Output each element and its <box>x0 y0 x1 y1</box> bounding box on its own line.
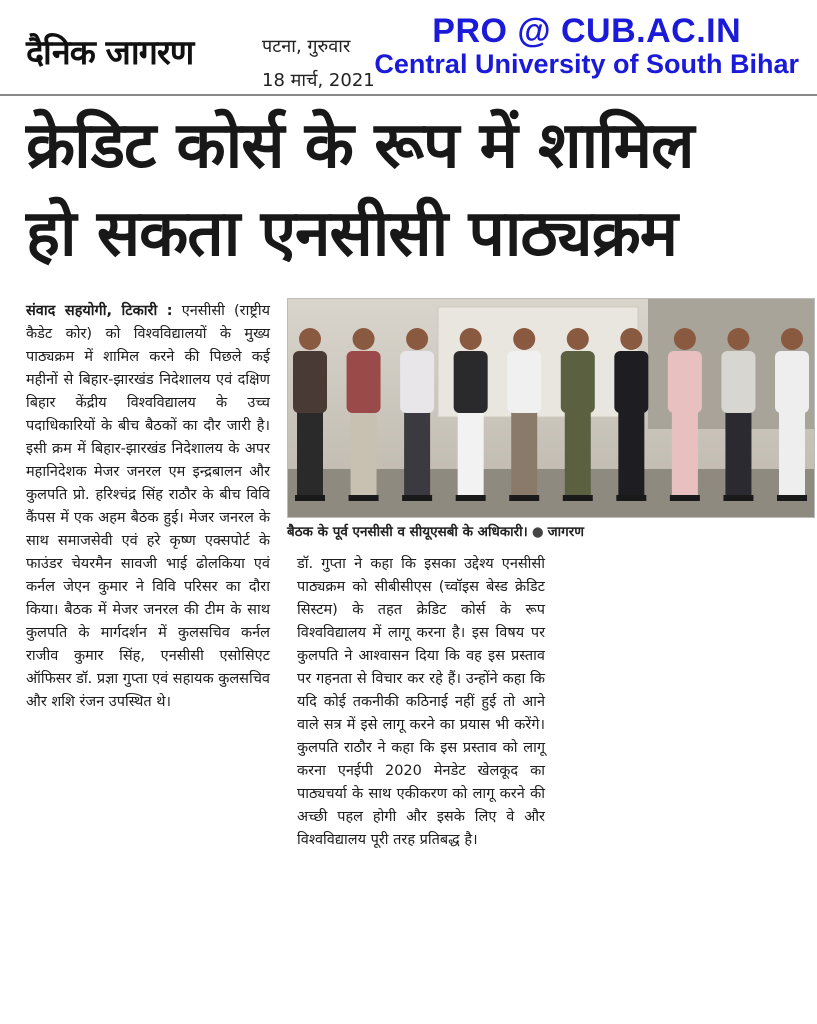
person-head <box>299 328 321 350</box>
person-torso <box>561 351 595 413</box>
person-head <box>567 328 589 350</box>
person-torso <box>400 351 434 413</box>
person-figure <box>721 328 755 501</box>
caption-bullet-icon: ● <box>531 524 544 540</box>
pro-email: PRO @ CUB.AC.IN <box>432 12 742 50</box>
person-legs <box>565 411 591 497</box>
photo-illustration <box>288 299 814 517</box>
person-legs <box>351 411 377 497</box>
person-head <box>727 328 749 350</box>
photo-caption: बैठक के पूर्व एनसीसी व सीयूएसबी के अधिकारी। <box>287 524 528 540</box>
person-torso <box>721 351 755 413</box>
byline: संवाद सहयोगी, टिकारी : <box>26 303 173 319</box>
person-shoes <box>295 495 325 501</box>
person-legs <box>779 411 805 497</box>
person-legs <box>458 411 484 497</box>
person-figure <box>400 328 434 501</box>
person-shoes <box>563 495 593 501</box>
person-torso <box>293 351 327 413</box>
photo-credit: जागरण <box>547 524 584 540</box>
headline-line-1: क्रेडिट कोर्स के रूप में शामिल <box>26 109 694 183</box>
person-shoes <box>616 495 646 501</box>
person-legs <box>404 411 430 497</box>
person-figure <box>293 328 327 501</box>
news-photo <box>287 298 815 518</box>
column-1-text: एनसीसी (राष्ट्रीय कैडेट कोर) को विश्वविद्यालयों के मुख्य पाठ्यक्रम में शामिल करने की पिछले कई महीनों से बिहार-झारखंड निदेशालय एवं दक्षिण बिहार केंद्रीय विश्वविद्यालय के उच्च पदाधिकारियों के बीच बैठकों का दौर जारी है। इसी क्रम में बिहार-झारखंड निदेशालय के अपर महानिदेशक मेजर जनरल एम इन्द्रबालन और कुलपति प्रो. हरिश्चंद्र सिंह राठौर के बीच विवि कैंपस में एक अहम बैठक हुई। मेजर जनरल के साथ समाजसेवी एवं हरे कृष्ण एक्सपोर्ट के फाउंडर चेयरमैन सावजी भाई ढोलकिया एवं कर्नल जेएन कुमार ने विवि परिसर का दौरा किया। बैठक में मेजर जनरल की टीम के साथ कुलपति के मार्गदर्शन में कुलसचिव कर्नल राजीव कुमार सिंह, एनसीसी एसोसिएट ऑफिसर डॉ. प्रज्ञा गुप्ता एवं सहायक कुलसचिव और शशि रंजन उपस्थित थे। <box>26 303 270 710</box>
person-legs <box>672 411 698 497</box>
masthead-logo: दैनिक जागरण <box>26 33 194 73</box>
city-day: पटना, गुरुवार <box>262 36 351 57</box>
person-torso <box>347 351 381 413</box>
person-shoes <box>670 495 700 501</box>
person-legs <box>297 411 323 497</box>
person-figure <box>454 328 488 501</box>
article-column-2 <box>297 553 545 852</box>
person-head <box>406 328 428 350</box>
person-shoes <box>402 495 432 501</box>
column-2-text: डॉ. गुप्ता ने कहा कि इसका उद्देश्य एनसीसी पाठ्यक्रम को सीबीसीएस (च्वॉइस बेस्ड क्रेडिट सिस्टम) के तहत क्रेडिट कोर्स के रूप विश्वविद्यालय में लागू करना है। इस विषय पर कुलपति ने आश्वासन दिया कि वह इस प्रस्ताव पर गहनता से विचार कर रहे हैं। उन्होंने कहा कि यदि कोई तकनीकी कठिनाई नहीं हुई तो आने वाले सत्र में इसे लागू करने का प्रयास भी करेंगे। कुलपति राठौर ने कहा कि इस प्रस्ताव को लागू करना एनईपी 2020 मेनडेट खेलकूद का पाठ्यचर्या के साथ एकीकरण को लागू करने की अच्छी पहल होगी और इसके लिए वे और विश्वविद्यालय पूरी तरह प्रतिबद्ध है। <box>297 556 545 848</box>
header-divider <box>0 94 817 96</box>
person-figure <box>775 328 809 501</box>
institution-name: Central University of South Bihar <box>374 49 799 79</box>
person-head <box>674 328 696 350</box>
person-torso <box>775 351 809 413</box>
publication-date: 18 मार्च, 2021 <box>262 70 375 91</box>
pro-watermark <box>374 12 799 80</box>
headline-line-2: हो सकता एनसीसी पाठ्यक्रम <box>26 197 678 271</box>
person-torso <box>507 351 541 413</box>
person-head <box>781 328 803 350</box>
person-shoes <box>509 495 539 501</box>
person-head <box>513 328 535 350</box>
person-torso <box>668 351 702 413</box>
person-head <box>620 328 642 350</box>
person-torso <box>614 351 648 413</box>
person-shoes <box>723 495 753 501</box>
person-legs <box>511 411 537 497</box>
person-figure <box>507 328 541 501</box>
headline <box>26 102 806 278</box>
person-legs <box>618 411 644 497</box>
photo-caption-line <box>287 522 807 540</box>
person-figure <box>668 328 702 501</box>
person-shoes <box>456 495 486 501</box>
person-shoes <box>777 495 807 501</box>
person-head <box>353 328 375 350</box>
person-shoes <box>349 495 379 501</box>
person-head <box>460 328 482 350</box>
dateline <box>262 30 375 98</box>
person-figure <box>561 328 595 501</box>
article-column-1 <box>26 300 270 714</box>
person-figure <box>347 328 381 501</box>
person-torso <box>454 351 488 413</box>
person-legs <box>725 411 751 497</box>
person-figure <box>614 328 648 501</box>
